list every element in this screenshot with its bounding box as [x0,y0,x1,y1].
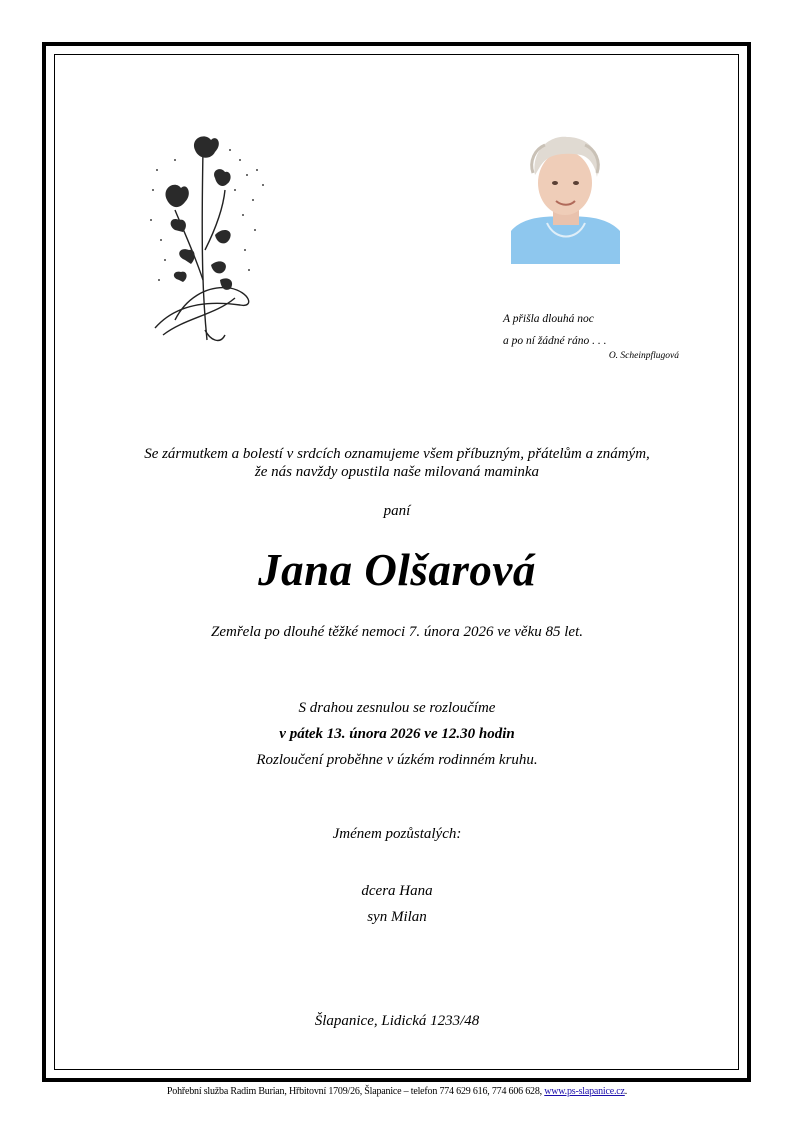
farewell-date-time: v pátek 13. února 2026 ve 12.30 hodin [279,726,515,742]
portrait-photo [511,131,620,264]
survivor-item: syn Milan [367,909,427,925]
quote-line-1: A přišla dlouhá noc [503,313,594,325]
footer-end: . [624,1086,628,1097]
intro-line-2: že nás navždy opustila naše milovaná maminka [254,464,540,480]
farewell-block [60,695,734,773]
rose-ornament-icon [145,130,270,355]
announcement-intro [60,445,734,481]
footer-text: Pohřební služba Radim Burian, Hřbitovní 1709/26, Šlapanice – telefon 774 629 616, 774 606 628, [166,1086,545,1097]
footer [0,1086,794,1097]
farewell-line-1: S drahou zesnulou se rozloučíme [298,700,496,716]
death-note: Zemřela po dlouhé těžké nemoci 7. února 2026 ve věku 85 let. [211,624,583,640]
survivors-heading: Jménem pozůstalých: [332,826,462,842]
survivors-list [60,878,734,930]
quote-author: O. Scheinpflugová [608,351,679,361]
survivor-item: dcera Hana [361,883,433,899]
intro-line-1: Se zármutkem a bolestí v srdcích oznamujeme všem příbuzným, přátelům a známým, [144,446,650,462]
farewell-line-3: Rozloučení proběhne v úzkém rodinném kruhu. [256,752,538,768]
quote-block [503,311,693,361]
title-word: paní [383,503,411,519]
footer-website-link[interactable]: www.ps-slapanice.cz [544,1086,625,1097]
quote-line-2: a po ní žádné ráno . . . [503,335,607,347]
address: Šlapanice, Lidická 1233/48 [314,1013,480,1029]
deceased-name: Jana Olšarová [258,545,536,595]
